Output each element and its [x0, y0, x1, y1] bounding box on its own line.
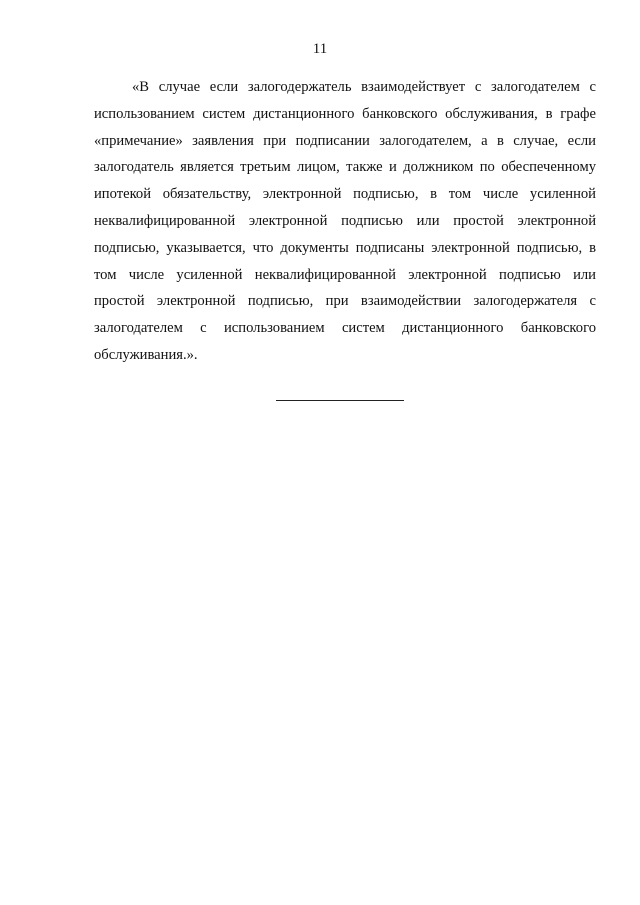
page-number: 11 — [312, 41, 328, 57]
end-divider-line — [276, 400, 404, 401]
body-paragraph: «В случае если залогодержатель взаимодействует с залогодателем с использованием систем дистанционного банковского обслуживания, в графе «примечание» заявления при подписании залогодателем, а в случае, если залогодатель является третьим лицом, также и должником по обеспеченному ипотекой обязательству, электронной подписью, в том числе усиленной неквалифицированной электронной подписью или простой электронной подписью, указывается, что документы подписаны электронной подписью, в том числе усиленной неквалифицированной электронной подписью или простой электронной подписью, при взаимодействии залогодержателя с залогодателем с использованием систем дистанционного банковского обслуживания.». — [94, 79, 596, 363]
